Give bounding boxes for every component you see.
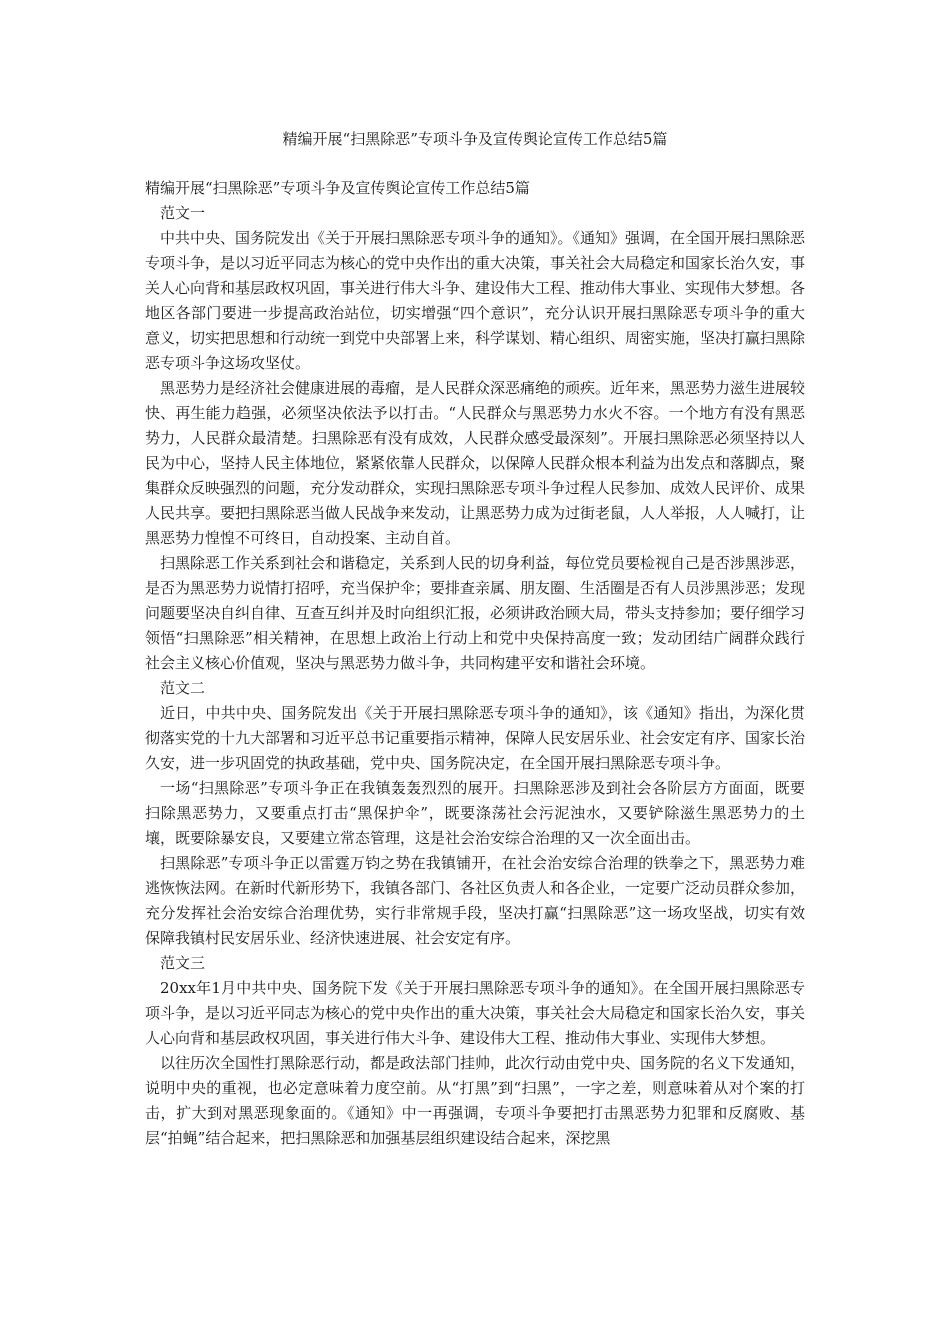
document-body — [145, 176, 805, 1151]
section-label-3: 范文三 — [160, 954, 206, 972]
paragraph: 近日，中共中央、国务院发出《关于开展扫黑除恶专项斗争的通知》，该《通知》指出，为深化贯彻落实党的十九大部署和习近平总书记重要指示精神，保障人民安居乐业、社会安定有序、国家长治久安，进一步巩固党的执政基础，党中央、国务院决定，在全国开展扫黑除恶专项斗争。 — [145, 704, 806, 772]
document-subtitle: 精编开展“扫黑除恶”专项斗争及宣传舆论宣传工作总结5篇 — [145, 179, 530, 197]
document-title: 精编开展“扫黑除恶”专项斗争及宣传舆论宣传工作总结5篇 — [282, 130, 668, 148]
paragraph: 一场“扫黑除恶”专项斗争正在我镇轰轰烈烈的展开。扫黑除恶涉及到社会各阶层方方面面，既要扫除黑恶势力，又要重点打击“黑保护伞”，既要涤荡社会污泥浊水，又要铲除滋生黑恶势力的土壤，既要除暴安良，又要建立常态管理，这是社会治安综合治理的又一次全面出击。 — [145, 779, 805, 847]
paragraph: 扫黑除恶”专项斗争正以雷霆万钧之势在我镇铺开，在社会治安综合治理的铁拳之下，黑恶势力难逃恢恢法网。在新时代新形势下，我镇各部门、各社区负责人和各企业，一定要广泛动员群众参加，充分发挥社会治安综合治理优势，实行非常规手段，坚决打赢“扫黑除恶”这一场攻坚战，切实有效保障我镇村民安居乐业、经济快速进展、社会安定有序。 — [145, 854, 806, 947]
paragraph: 黑恶势力是经济社会健康进展的毒瘤，是人民群众深恶痛绝的顽疾。近年来，黑恶势力滋生进展较快、再生能力趋强，必须坚决依法予以打击。“人民群众与黑恶势力水火不容。一个地方有没有黑恶势力，人民群众最清楚。扫黑除恶有没有成效，人民群众感受最深刻”。开展扫黑除恶必须坚持以人民为中心，坚持人民主体地位，紧紧依靠人民群众，以保障人民群众根本利益为出发点和落脚点，聚集群众反映强烈的问题，充分发动群众，实现扫黑除恶专项斗争过程人民参加、成效人民评价、成果人民共享。要把扫黑除恶当做人民战争来发动，让黑恶势力成为过街老鼠，人人举报，人人喊打，让黑恶势力惶惶不可终日，自动投案、主动自首。 — [145, 379, 806, 547]
paragraph: 中共中央、国务院发出《关于开展扫黑除恶专项斗争的通知》。《通知》强调，在全国开展扫黑除恶专项斗争，是以习近平同志为核心的党中央作出的重大决策，事关社会大局稳定和国家长治久安，事关人心向背和基层政权巩固，事关进行伟大斗争、建设伟大工程、推动伟大事业、实现伟大梦想。各地区各部门要进一步提高政治站位，切实增强“四个意识”，充分认识开展扫黑除恶专项斗争的重大意义，切实把思想和行动统一到党中央部署上来，科学谋划、精心组织、周密实施，坚决打赢扫黑除恶专项斗争这场攻坚仗。 — [145, 229, 806, 372]
paragraph: 20xx年1月中共中央、国务院下发《关于开展扫黑除恶专项斗争的通知》。在全国开展扫黑除恶专项斗争，是以习近平同志为核心的党中央作出的重大决策，事关社会大局稳定和国家长治久安，事关人心向背和基层政权巩固，事关进行伟大斗争、建设伟大工程、推动伟大事业、实现伟大梦想。 — [145, 979, 806, 1047]
paragraph: 以往历次全国性打黑除恶行动，都是政法部门挂帅，此次行动由党中央、国务院的名义下发通知，说明中央的重视，也必定意味着力度空前。从“打黑”到“扫黑”，一字之差，则意味着从对个案的打击，扩大到对黑恶现象面的。《通知》中一再强调，专项斗争要把打击黑恶势力犯罪和反腐败、基层“拍蝇”结合起来，把扫黑除恶和加强基层组织建设结合起来，深挖黑 — [145, 1054, 806, 1147]
section-label-1: 范文一 — [160, 204, 206, 222]
paragraph: 扫黑除恶工作关系到社会和谐稳定，关系到人民的切身利益，每位党员要检视自己是否涉黑涉恶，是否为黑恶势力说情打招呼，充当保护伞；要排查亲属、朋友圈、生活圈是否有人员涉黑涉恶；发现问题要坚决自纠自律、互查互纠并及时向组织汇报，必须讲政治顾大局，带头支持参加；要仔细学习领悟“扫黑除恶”相关精神，在思想上政治上行动上和党中央保持高度一致；发动团结广阔群众践行社会主义核心价值观，坚决与黑恶势力做斗争，共同构建平安和谐社会环境。 — [145, 554, 806, 672]
section-label-2: 范文二 — [160, 679, 206, 697]
